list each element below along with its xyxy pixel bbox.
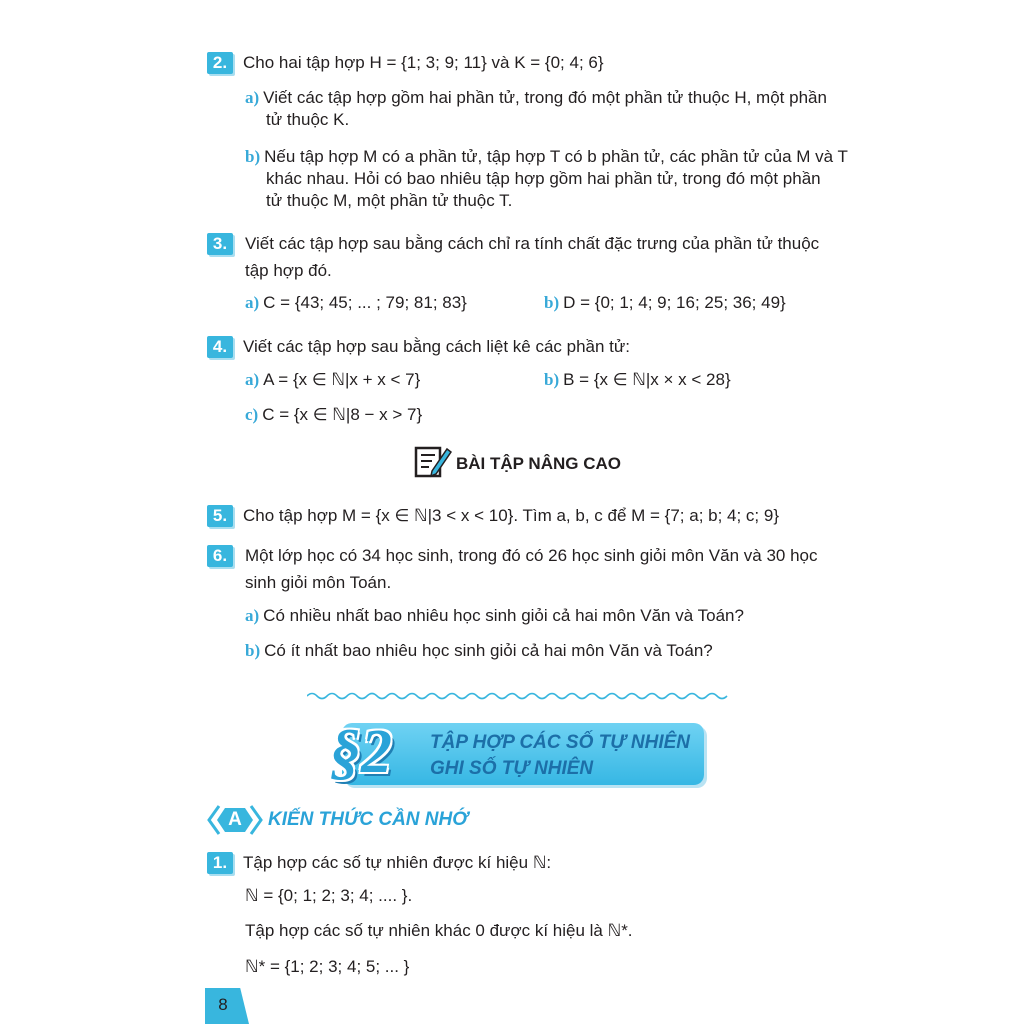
wavy-divider <box>307 690 731 702</box>
question-4-badge: 4. <box>207 336 233 358</box>
question-5-badge: 5. <box>207 505 233 527</box>
knowledge-1-line-3: Tập hợp các số tự nhiên khác 0 được kí hiệu là ℕ*. <box>245 921 633 940</box>
question-4b <box>544 369 731 391</box>
label-4a: a) <box>245 370 260 389</box>
question-2-text: Cho hai tập hợp H = {1; 3; 9; 11} và K = {0; 4; 6} <box>243 53 604 72</box>
question-3b <box>544 292 786 314</box>
question-6b <box>245 640 713 662</box>
question-4a <box>245 369 420 391</box>
text-3a: C = {43; 45; ... ; 79; 81; 83} <box>263 293 467 312</box>
question-3-badge: 3. <box>207 233 233 255</box>
section-title-line-2: GHI SỐ TỰ NHIÊN <box>430 758 594 779</box>
question-2-badge: 2. <box>207 52 233 74</box>
section-number: §2 <box>330 718 392 786</box>
label-4b: b) <box>544 370 560 389</box>
section-title-line-1: TẬP HỢP CÁC SỐ TỰ NHIÊN <box>430 732 690 753</box>
text-4a: A = {x ∈ ℕ|x + x < 7} <box>263 370 421 389</box>
question-3a <box>245 292 467 314</box>
notepad-pencil-icon <box>414 443 452 479</box>
knowledge-1-line-2: ℕ = {0; 1; 2; 3; 4; .... }. <box>245 886 413 905</box>
label-3b: b) <box>544 293 560 312</box>
question-4-text: Viết các tập hợp sau bằng cách liệt kê các phần tử: <box>243 337 631 356</box>
question-2b-line-3: tử thuộc M, một phần tử thuộc T. <box>266 191 513 210</box>
label-6b: b) <box>245 641 261 660</box>
question-4c <box>245 404 422 426</box>
question-3-line-2: tập hợp đó. <box>245 261 332 280</box>
page-number: 8 <box>218 995 228 1014</box>
text-2b: Nếu tập hợp M có a phần tử, tập hợp T có b phần tử, các phần tử của M và T <box>264 147 848 166</box>
text-2a: Viết các tập hợp gồm hai phần tử, trong đó một phần tử thuộc H, một phần <box>263 88 827 107</box>
text-6b: Có ít nhất bao nhiêu học sinh giỏi cả hai môn Văn và Toán? <box>264 641 713 660</box>
question-2a-line-2: tử thuộc K. <box>266 110 350 129</box>
text-6a: Có nhiều nhất bao nhiêu học sinh giỏi cả hai môn Văn và Toán? <box>263 606 744 625</box>
question-5-text: Cho tập hợp M = {x ∈ ℕ|3 < x < 10}. Tìm a, b, c để M = {7; a; b; 4; c; 9} <box>243 506 780 525</box>
question-3-line-1: Viết các tập hợp sau bằng cách chỉ ra tính chất đặc trưng của phần tử thuộc <box>245 234 820 253</box>
label-2b: b) <box>245 147 261 166</box>
question-2b-line-1 <box>245 146 848 168</box>
text-4c: C = {x ∈ ℕ|8 − x > 7} <box>262 405 423 424</box>
question-6-badge: 6. <box>207 545 233 567</box>
label-6a: a) <box>245 606 260 625</box>
question-2a-line-1 <box>245 87 827 109</box>
part-a-title: KIẾN THỨC CẦN NHỚ <box>268 809 469 830</box>
advanced-exercises-title: BÀI TẬP NÂNG CAO <box>456 454 621 473</box>
label-2a: a) <box>245 88 260 107</box>
knowledge-1-badge: 1. <box>207 852 233 874</box>
text-3b: D = {0; 1; 4; 9; 16; 25; 36; 49} <box>563 293 786 312</box>
question-2b-line-2: khác nhau. Hỏi có bao nhiêu tập hợp gồm hai phần tử, trong đó một phần <box>266 169 821 188</box>
label-3a: a) <box>245 293 260 312</box>
label-4c: c) <box>245 405 259 424</box>
knowledge-1-line-1: Tập hợp các số tự nhiên được kí hiệu ℕ: <box>243 853 552 872</box>
question-6-line-2: sinh giỏi môn Toán. <box>245 573 392 592</box>
knowledge-1-line-4: ℕ* = {1; 2; 3; 4; 5; ... } <box>245 957 410 976</box>
part-a-letter: A <box>228 809 242 830</box>
question-6a <box>245 605 744 627</box>
question-6-line-1: Một lớp học có 34 học sinh, trong đó có 26 học sinh giỏi môn Văn và 30 học <box>245 546 818 565</box>
text-4b: B = {x ∈ ℕ|x × x < 28} <box>563 370 731 389</box>
